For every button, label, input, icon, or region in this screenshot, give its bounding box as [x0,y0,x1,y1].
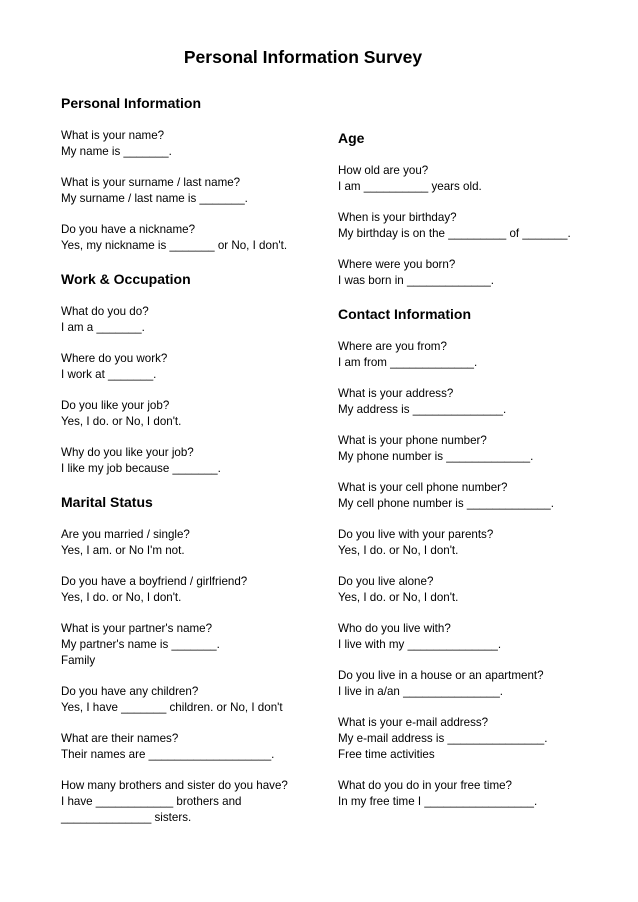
question-item [338,574,628,606]
question-text: Do you live with your parents? [338,528,494,541]
question-text: When is your birthday? [338,211,457,224]
question-item [61,574,329,606]
question-text: What is your cell phone number? [338,481,508,494]
question-item [338,480,628,512]
right-column [338,128,628,810]
question-text: What is your e-mail address? [338,716,489,729]
answer-text: My birthday is on the _________ of _______. [338,227,571,240]
question-text: Do you like your job? [61,399,170,412]
question-item [61,175,329,207]
question-item [61,731,329,763]
left-column [61,93,329,826]
answer-text: I am from _____________. [338,356,478,369]
answer-text: Yes, I do. or No, I don't. [61,415,182,428]
question-text: Why do you like your job? [61,446,194,459]
question-item [61,621,329,669]
subsection-label: Family [61,654,96,667]
answer-text: I am a _______. [61,321,145,334]
answer-text: I live with my ______________. [338,638,502,651]
question-text: Do you have any children? [61,685,199,698]
subsection-label: Free time activities [338,748,435,761]
question-item [61,304,329,336]
question-item [61,684,329,716]
question-text: What are their names? [61,732,179,745]
answer-text: ______________ sisters. [61,811,192,824]
answer-text: My address is ______________. [338,403,507,416]
question-item [61,527,329,559]
question-item [61,778,329,826]
answer-text: In my free time I _________________. [338,795,538,808]
question-item [338,668,628,700]
question-text: Where do you work? [61,352,168,365]
answer-text: Yes, I am. or No I'm not. [61,544,185,557]
section-heading-personal-information: Personal Information [61,95,202,111]
answer-text: My surname / last name is _______. [61,192,248,205]
answer-text: My name is _______. [61,145,172,158]
answer-text: Their names are ___________________. [61,748,275,761]
answer-text: My cell phone number is _____________. [338,497,554,510]
question-item [61,351,329,383]
question-item [338,210,628,242]
question-item [338,257,628,289]
question-text: Do you live alone? [338,575,434,588]
answer-text: I was born in _____________. [338,274,494,287]
question-text: What is your name? [61,129,165,142]
answer-text: Yes, I do. or No, I don't. [338,591,459,604]
question-text: Are you married / single? [61,528,190,541]
question-text: What is your surname / last name? [61,176,241,189]
answer-text: I am __________ years old. [338,180,482,193]
section-heading-contact-information: Contact Information [338,306,471,322]
answer-text: I like my job because _______. [61,462,221,475]
answer-text: Yes, I do. or No, I don't. [338,544,459,557]
answer-text: I work at _______. [61,368,157,381]
answer-text: Yes, I do. or No, I don't. [61,591,182,604]
question-text: How old are you? [338,164,429,177]
answer-text: My partner's name is _______. [61,638,220,651]
question-item [61,445,329,477]
question-item [338,163,628,195]
question-text: Where were you born? [338,258,456,271]
question-text: What do you do in your free time? [338,779,512,792]
answer-text: I live in a/an _______________. [338,685,504,698]
question-text: Who do you live with? [338,622,451,635]
question-text: Do you have a nickname? [61,223,196,236]
question-text: Where are you from? [338,340,447,353]
question-text: What is your partner's name? [61,622,213,635]
question-item [61,128,329,160]
section-heading-age: Age [338,130,365,146]
question-item [338,339,628,371]
page-title: Personal Information Survey [183,47,423,67]
question-item [338,715,628,763]
answer-text: Yes, my nickname is _______ or No, I don't. [61,239,288,252]
answer-text: I have ____________ brothers and [61,795,242,808]
answer-text: My e-mail address is _______________. [338,732,548,745]
question-item [338,778,628,810]
question-item [338,386,628,418]
question-text: Do you have a boyfriend / girlfriend? [61,575,248,588]
question-text: What is your address? [338,387,454,400]
answer-text: My phone number is _____________. [338,450,534,463]
question-text: What is your phone number? [338,434,487,447]
question-text: How many brothers and sister do you have? [61,779,288,792]
answer-text: Yes, I have _______ children. or No, I don't [61,701,283,714]
question-item [61,398,329,430]
question-text: What do you do? [61,305,149,318]
question-item [338,621,628,653]
question-item [338,433,628,465]
section-heading-work-occupation: Work & Occupation [61,271,191,287]
question-text: Do you live in a house or an apartment? [338,669,544,682]
section-heading-marital-status: Marital Status [61,494,153,510]
question-item [61,222,329,254]
question-item [338,527,628,559]
